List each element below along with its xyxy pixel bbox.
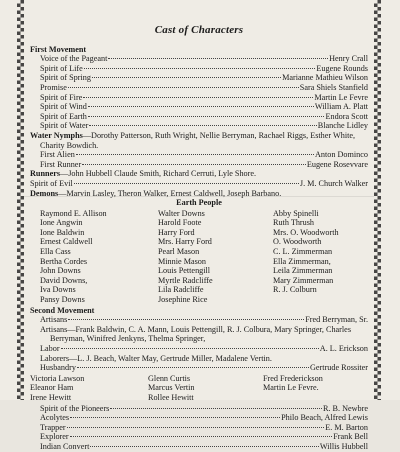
cast-member-name [273,295,368,305]
cast-member-name: Mary Zimmerman [273,275,334,285]
cast-member-name: C. L. Zimmerman [273,247,333,257]
husbandry-list [30,374,368,403]
cast-member-name: R. J. Colburn [273,285,317,295]
actor-name: Anton Dominco [315,150,368,160]
dot-leader [83,97,313,98]
artisans-list: Artisans—Frank Baldwin, C. A. Mann, Louis Pettengill, R. J. Colbura, Mary Springer, Charles Berryman, Winifred Jenkyns, Thelma Springer, [40,324,351,344]
role-name: Husbandry [40,363,76,373]
cast-row [30,83,368,93]
cast-member-name: Harry Ford [158,227,195,237]
cast-member-name: Harold Foote [158,218,202,228]
cast-member-name: Marcus Vertin [148,383,195,393]
dot-leader [70,417,280,418]
cast-row [30,150,368,160]
cast-row [30,160,368,170]
actor-name: Henry Crall [329,54,368,64]
dot-leader [61,348,319,349]
actor-name: Sara Shiels Stanfield [299,82,368,92]
role-name: First Alien [40,150,75,160]
cast-member-name: Lila Radcliffe [158,285,204,295]
dot-leader [110,408,322,409]
dot-leader [68,319,304,320]
labor-row [30,344,368,354]
dot-leader [88,106,314,107]
cast-member-name: Rollee Hewitt [148,392,194,402]
cast-list [30,26,368,452]
actor-name: Fred Berryman, Sr. [305,315,368,325]
cast-member-name: Iva Downs [40,285,76,295]
dot-leader [74,183,299,184]
role-name: Spirit of Life [40,63,83,73]
cast-member-name [263,393,368,403]
cast-member-name: Glenn Curtis [148,373,191,383]
cast-member-name: Myrtle Radcliffe [158,275,213,285]
decorative-border-left [17,0,24,400]
runners-names: —John Hubbell Claude Smith, Richard Cerruti, Lyle Shore. [60,169,257,179]
role-name: Explorer [40,432,69,442]
artisans-row [30,315,368,325]
dot-leader [82,164,306,165]
cast-row [30,112,368,122]
cast-member-name: Eleanor Ham [30,383,74,393]
cast-member-name: Josephine Rice [158,295,208,305]
first-movement-roles-2 [30,150,368,169]
water-nymphs-label: Water Nymphs [30,130,83,140]
role-name: First Runner [40,159,82,169]
actor-name: E. M. Barton [325,422,368,432]
water-nymphs-entry [30,131,368,150]
actor-name: Endora Scott [325,111,368,121]
role-name: Spirit of Earth [40,111,87,121]
runners-entry [30,169,368,179]
cast-row [30,432,368,442]
cast-member-name: O. Woodworth [273,237,322,247]
role-name: Artisans [40,315,68,325]
cast-member-name: Louis Pettengill [158,266,211,276]
dot-leader [92,77,281,78]
cast-row [30,442,368,452]
role-name: Labor [40,344,60,353]
actor-name: R. B. Newbre [322,403,368,413]
cast-row [30,413,368,423]
cast-member-name: Mrs. O. Woodworth [273,227,339,237]
dot-leader [108,58,328,59]
cast-member-name: Ione Baldwin [40,227,85,237]
actor-name: William A. Platt [314,102,368,112]
dot-leader [90,446,319,447]
role-name: Spirit of Fire [40,92,83,102]
cast-member-name: Walter Downs [158,208,205,218]
demons-entry [30,189,368,199]
cast-member-name: Martin Le Fevre. [263,383,319,393]
actor-name: Eugene Rosevvare [306,159,368,169]
actor-name: Willis Hubbell [319,441,368,451]
dot-leader [67,427,325,428]
role-name: Spirit of Water [40,121,89,131]
cast-member-name: Irene Hewitt [30,392,72,402]
demons-label: Demons [30,188,59,198]
role-name: Spirit of Wind [40,102,87,112]
cast-member-name: Minnie Mason [158,256,206,266]
actor-name: Eugene Rounds [316,63,368,73]
role-name: Voice of the Pageant [40,54,108,64]
cast-member-name: John Downs [40,266,81,276]
dot-leader [88,116,325,117]
cast-member-name: Pearl Mason [158,247,200,257]
cast-member-name: Victoria Lawson [30,373,85,383]
husbandry-row [30,363,368,373]
role-name: Trapper [40,422,66,432]
cast-member-name: Ruth Thrush [273,218,315,228]
role-name: Indian Convert [40,441,90,451]
earth-people-heading: Earth People [176,198,222,208]
dot-leader [84,68,316,69]
second-movement-roles [30,404,368,452]
role-name: Spirit of Spring [40,73,91,83]
cast-member-name: Bertha Cordes [40,256,88,266]
dot-leader [68,87,299,88]
actor-name: Martin Le Fevre [314,92,368,102]
actor-name: Gertrude Rossiter [310,363,368,373]
spirit-of-evil-row [30,179,368,189]
role-name: Promise [40,82,67,92]
demons-names: —Marvin Lasley, Theron Walker, Ernest Caldwell, Joseph Barbano. [58,188,282,198]
cast-row [30,64,368,74]
decorative-border-right [374,0,381,400]
earth-people-list [30,209,368,305]
laborers-list: Laborers—L. J. Beach, Walter May, Gertrude Miller, Madalene Vertin. [40,353,272,363]
water-nymphs-names: —Dorothy Patterson, Ruth Wright, Nellie Berryman, Rachael Riggs, Esther White, Charity Bowdich. [40,130,356,150]
first-movement-heading: First Movement [30,44,87,54]
cast-row [30,121,368,131]
role-name: Acolytes [40,413,70,423]
cast-member-name: Abby Spinelli [273,208,319,218]
cast-member-name: David Downs, [40,275,88,285]
actor-name: J. M. Church Walker [299,178,368,188]
cast-row [30,102,368,112]
cast-row [30,404,368,414]
cast-row [30,54,368,64]
dot-leader [76,154,314,155]
cast-member-name: Pansy Downs [40,295,85,305]
runners-label: Runners [30,169,61,179]
actor-name: A. L. Erickson [319,344,368,353]
cast-member-name: Leila Zimmerman [273,266,333,276]
page-title: Cast of Characters [154,24,244,36]
actor-name: Blanche Lidley [317,121,368,131]
actor-name: Frank Bell [333,432,368,442]
first-movement-roles [30,54,368,131]
role-name: Spirit of the Pioneers [40,403,110,413]
cast-member-name: Ernest Caldwell [40,237,93,247]
cast-member-name: Ella Cass [40,247,71,257]
cast-row [30,93,368,103]
dot-leader [70,436,333,437]
role-name: Spirit of Evil [30,178,73,188]
cast-member-name: Fred Frederickson [263,373,323,383]
cast-member-name: Ella Zimmerman, [273,256,331,266]
cast-row [30,423,368,433]
cast-member-name: Mrs. Harry Ford [158,237,212,247]
cast-member-name: Ione Angwin [40,218,83,228]
dot-leader [77,367,309,368]
cast-member-name: Raymond E. Allison [40,208,107,218]
second-movement-heading: Second Movement [30,305,95,315]
actor-name: Philo Beach, Alfred Lewis [281,413,368,423]
actor-name: Marianne Mathieu Wilson [282,73,368,83]
cast-row [30,73,368,83]
dot-leader [89,125,316,126]
